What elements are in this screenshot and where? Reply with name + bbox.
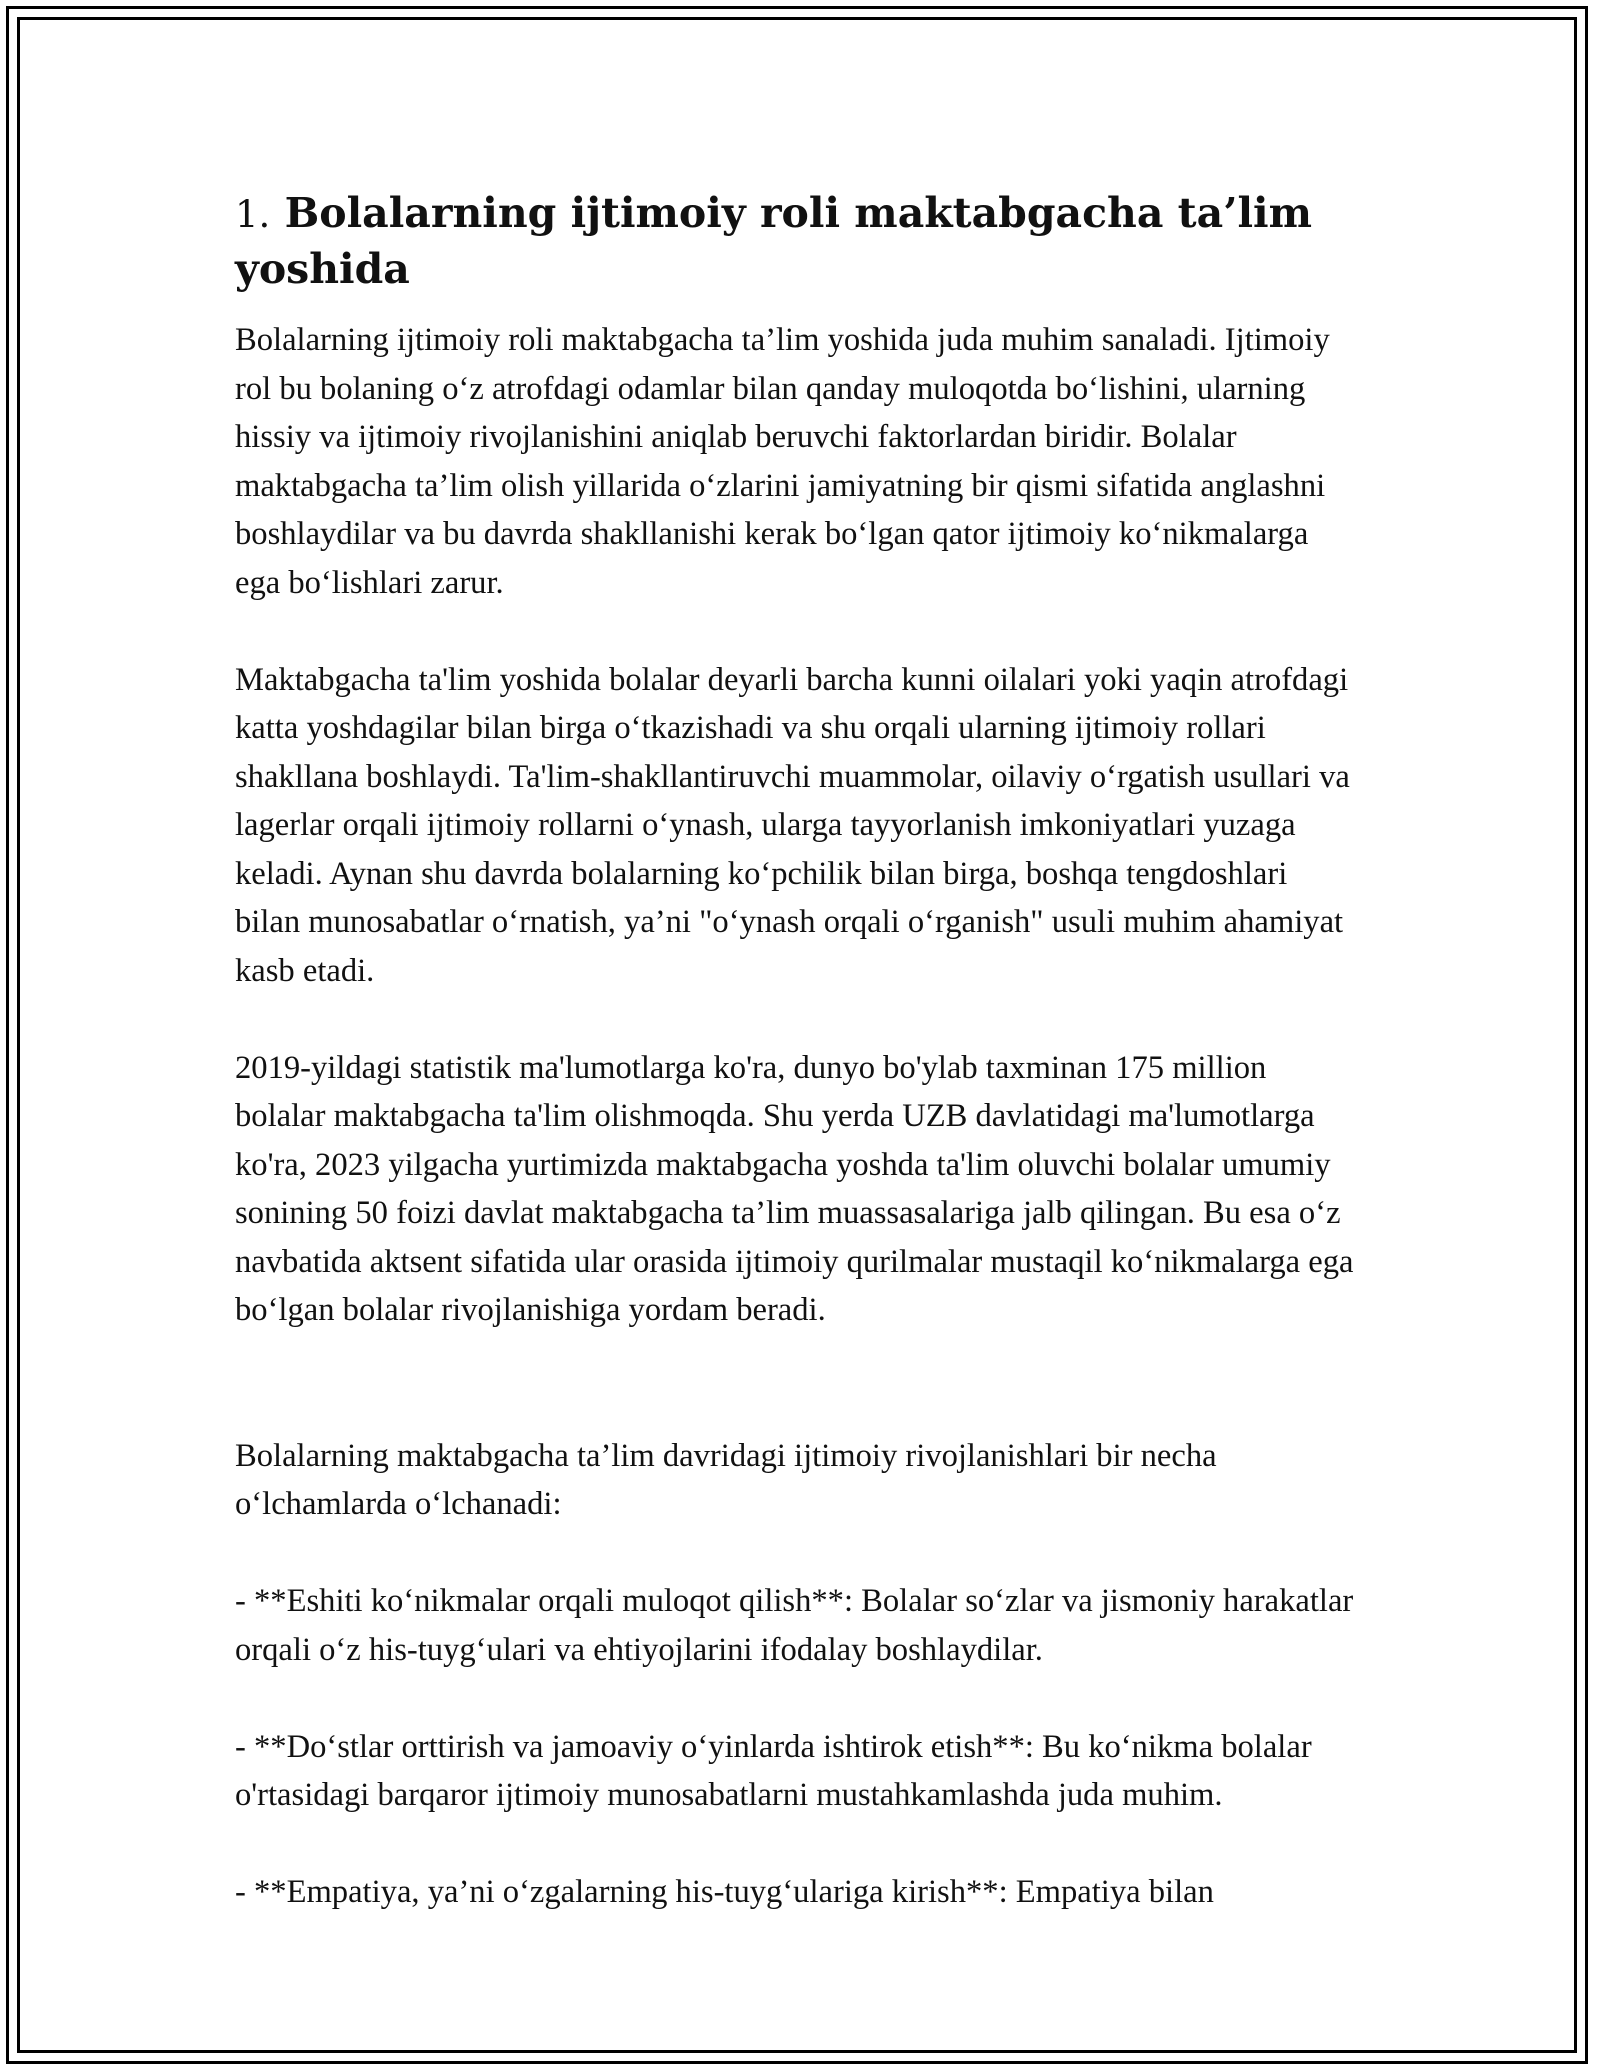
- paragraph-1: Bolalarning ijtimoiy roli maktabgacha ta’lim yoshida juda muhim sanaladi. Ijtimoiy rol bu bolaning o‘z atrofdagi odamlar bilan qanday muloqotda bo‘lishini, ularning hissiy va ijtimoiy rivojlanishini aniqlab beruvchi faktorlardan biridir. Bolalar maktabgacha ta’lim olish yillarida o‘zlarini jamiyatning bir qismi sifatida anglashni boshlaydilar va bu davrda shakllanishi kerak bo‘lgan qator ijtimoiy ko‘nikmalarga ega bo‘lishlari zarur.: [235, 322, 1330, 601]
- list-item: - **Do‘stlar orttirish va jamoaviy o‘yinlarda ishtirok etish**: Bu ko‘nikma bolalar o'rtasidagi barqaror ijtimoiy munosabatlarni mustahkamlashda juda muhim.: [235, 1728, 1312, 1813]
- list-item: - **Empatiya, ya’ni o‘zgalarning his-tuyg‘ulariga kirish**: Empatiya bilan: [235, 1874, 1214, 1910]
- section-title: Bolalarning ijtimoiy roli maktabgacha ta’lim yoshida: [235, 189, 1312, 293]
- list-intro: Bolalarning maktabgacha ta’lim davridagi ijtimoiy rivojlanishlari bir necha o‘lchamlarda o‘lchanadi:: [235, 1437, 1217, 1522]
- document-page: [235, 186, 1355, 1965]
- paragraph-3: 2019-yildagi statistik ma'lumotlarga ko'ra, dunyo bo'ylab taxminan 175 million bolalar maktabgacha ta'lim olishmoqda. Shu yerda UZB davlatidagi ma'lumotlarga ko'ra, 2023 yilgacha yurtimizda maktabgacha yoshda ta'lim oluvchi bolalar umumiy sonining 50 foizi davlat maktabgacha ta’lim muassasalariga jalb qilingan. Bu esa o‘z navbatida aktsent sifatida ular orasida ijtimoiy qurilmalar mustaqil ko‘nikmalarga ega bo‘lgan bolalar rivojlanishiga yordam beradi.: [235, 1049, 1354, 1328]
- section-number: 1.: [235, 193, 271, 236]
- list-block: [235, 1383, 1355, 1965]
- section-heading: [235, 186, 1355, 296]
- list-item: - **Eshiti ko‘nikmalar orqali muloqot qilish**: Bolalar so‘zlar va jismoniy harakatlar orqali o‘z his-tuyg‘ulari va ehtiyojlarini ifodalay boshlaydilar.: [235, 1583, 1354, 1668]
- paragraph-2: Maktabgacha ta'lim yoshida bolalar deyarli barcha kunni oilalari yoki yaqin atrofdagi katta yoshdagilar bilan birga o‘tkazishadi va shu orqali ularning ijtimoiy rollari shakllana boshlaydi. Ta'lim-shakllantiruvchi muammolar, oilaviy o‘rgatish usullari va lagerlar orqali ijtimoiy rollarni o‘ynash, ularga tayyorlanish imkoniyatlari yuzaga keladi. Aynan shu davrda bolalarning ko‘pchilik bilan birga, boshqa tengdoshlari bilan munosabatlar o‘rnatish, ya’ni "o‘ynash orqali o‘rganish" usuli muhim ahamiyat kasb etadi.: [235, 661, 1350, 989]
